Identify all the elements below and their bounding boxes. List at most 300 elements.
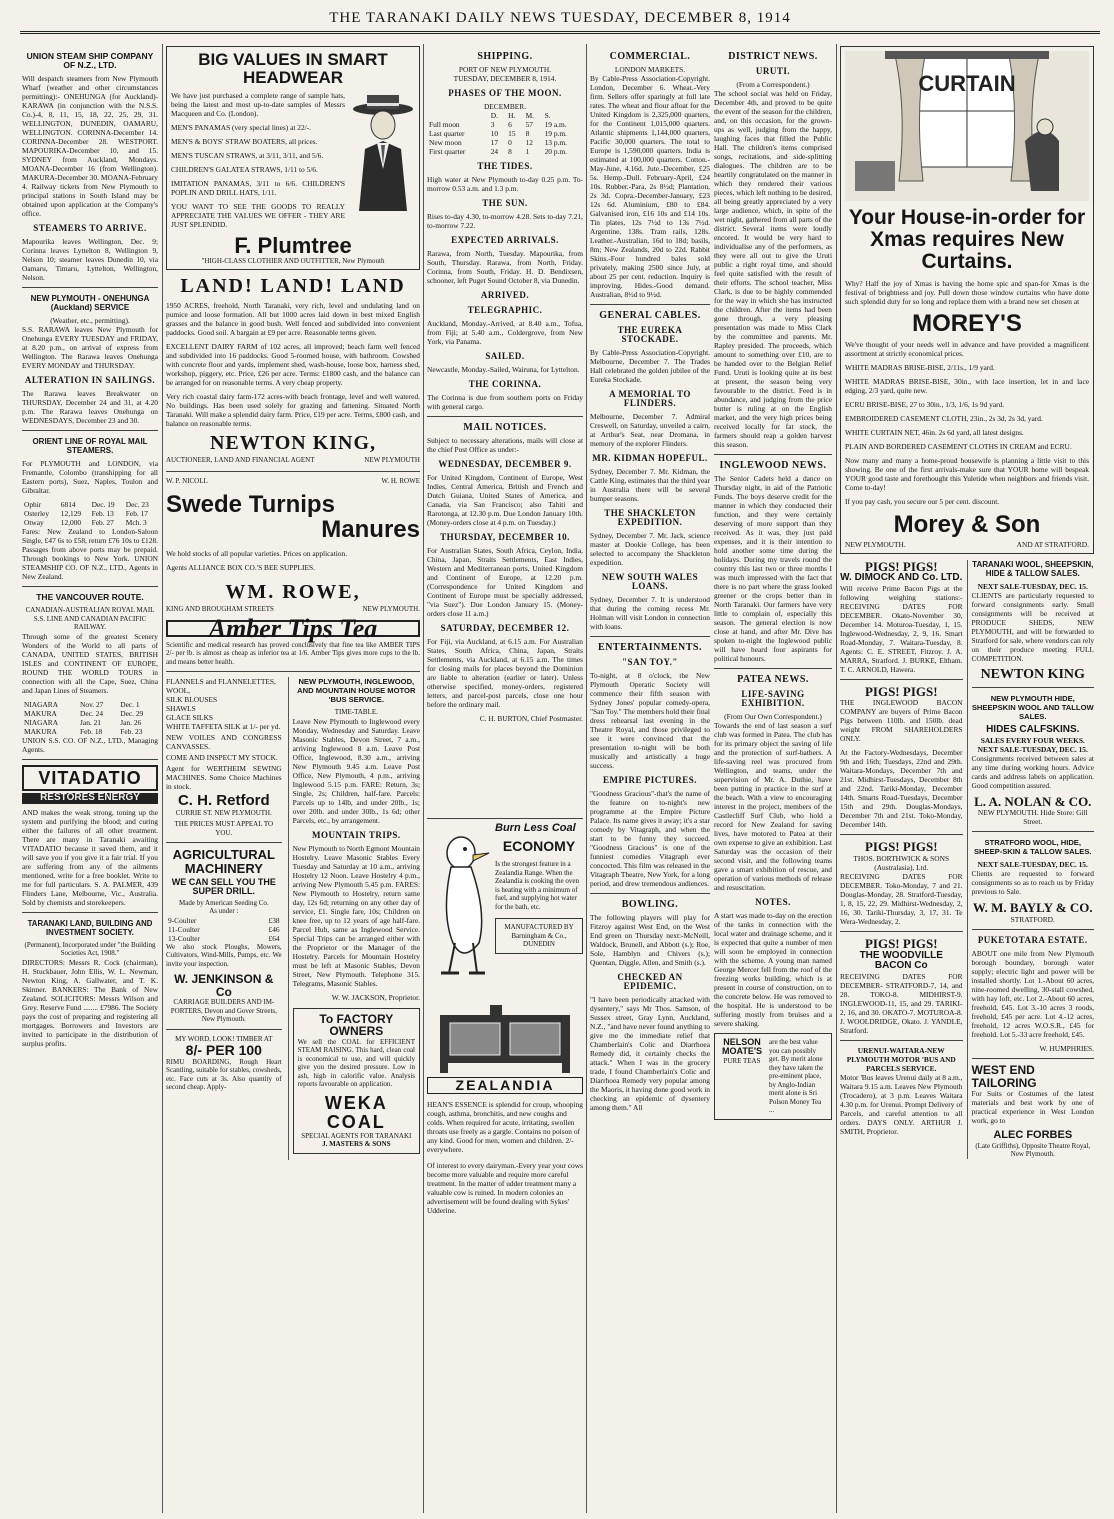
divider [22,586,158,587]
inglewood-body: The Senior Cadets held a dance on Thursday night, in aid of the Patriotic Funds. The boys deserve credit for the manner in which they conducted their function, and they were certainly deserving of more support than they received. As it was, they just paid expenses, and it is their intention to hold another some time during the holidays. During my travels round the country this last two or three months I was much impressed with the fact that there is no part where the grass looked greener or the crops better than in North Taranaki. Our farmers have very little to complain of, especially this season. The general election is now close at hand, and after Mr. Dive has spoken to-night the Inglewood public will have heard four aspirants for political honours. [714,474,832,663]
table-cell: Feb. 18 [80,726,103,736]
table-cell: Dec. 29 [120,708,144,718]
newton-king-sub: AUCTIONEER, LAND AND FINANCIAL AGENT [166,456,315,465]
table-cell: Dec. 1 [120,699,140,709]
building-sub: (Permanent), Incorporated under "the Building Societies Act, 1908." [24,940,156,958]
inglewood-bacon: THE INGLEWOOD BACON COMPANY are buyers of Prime Bacon Pigs between 110lb. and 150lb. dead weight FROM SHAREHOLDERS ONLY. [840,698,963,744]
table-header: H. [508,111,516,120]
mountain-body: New Plymouth to North Egmont Mountain Hostelry. Leave Masonic Stables Every Tuesday and Saturday at 10 a.m., arriving Hostelry 12 Noon. Leave Hostelry 4 p.m., arriving New Plymouth 5.45 p.m. FARES: New Plymouth to Hostelry, return same day, 12s 6d; returning on any other day of service, £1. Single fare, 10s; Children on knee free, up to 12 years of age half-fare. Parcel Hub, same as Inglewood Service. Special Trips can be arranged either with the Proprietor or the Manager of the Hostelry. Parcels for Mountain Hostelry must be left at Masonic Stables, Devon Street, New Plymouth. Telephone 315. Telegrams, Masonic Stables. [292,843,420,988]
np-hide-heading: NEW PLYMOUTH HIDE, SHEEPSKIN WOOL AND TALLOW SALES. [971,694,1094,722]
kidman-body: Sydney, December 7. Mr. Kidman, the Cattle King, estimates that the third year in Australia there will be several bumper seasons. [590,467,710,503]
divider [22,912,158,913]
agri-made: Made by American Seeding Co. [179,898,269,907]
uruti-heading: URUTI. [755,66,791,76]
curtains-illustration [845,51,1089,201]
cables-heading: GENERAL CABLES. [599,310,701,321]
orient-heading: ORIENT LINE OF ROYAL MAIL STEAMERS. [32,437,148,455]
amber-tips-title: Amber Tips Tea [166,620,420,637]
stockade-heading: THE EUREKA STOCKADE. [617,325,683,344]
westend-body: For Suits or Costumes of the latest materials and best work by one of practical experience in West London work, go to [971,1089,1094,1126]
moon-table [427,111,583,156]
headwear-item: MEN'S & BOYS' STRAW BOATERS, all prices. [171,136,318,146]
jenkinson-name: W. JENKINSON & Co [174,972,274,999]
wool-ads [967,560,1095,1159]
table-row [427,147,583,156]
building-body: DIRECTORS: Messrs R. Cock (chairman), H. Stuckbauer, John Ellis, W. L. Newman, Newton King, A. Gallwater, and T. K. Skinner. BANKERS: The Bank of New Zealand. SOLICITORS: Messrs Wilson and Grey. Reserve Fund ........ £7986. The Society pays the cost of preparing and registering all mortgages. Borrowers and Investors are invited to participate in the distribution of surplus profits. [22,957,158,1048]
plumtree-name: F. Plumtree [234,232,352,258]
stockade-body: By Cable-Press Association-Copyright. Melbourne, December 7. The Trades Hall celebrated the golden jubilee of the Eureka Stockade. [590,348,710,384]
table-cell: £64 [268,933,280,943]
kidman-heading: MR. KIDMAN HOPEFUL. [592,453,708,463]
moreys-tail: Now many and many a home-proud housewife is planning a little visit to this showing. Be one of the first arrivals-make sure that YOUR home will bespeak YOUR good taste and forethought this Yuletide when neighbors and friends visit. Come to-day! [845,456,1089,493]
factory-body: We sell the COAL for EFFICIENT STEAM RAISING. This hard, clean coal is economical to use, and will quickly give you the desired pressure. Low in ash, high in calorific value. Analysis reports favourable on application. [297,1037,415,1089]
arrived-heading: ARRIVED. [480,290,530,300]
divider [972,929,1095,930]
newton-king-sub-row [166,456,420,465]
shackleton-body: Sydney, December 7. Mr. Jack, science master at Dookie College, has been selected to accompany the Shackleton expedition. [590,531,710,567]
table-header: D. [490,111,498,120]
mail-heading: MAIL NOTICES. [463,422,547,433]
bayly-name: W. M. BAYLY & CO. [972,900,1093,916]
rowe-address-row [166,605,420,614]
agri-table [166,916,282,943]
table-cell: 13 p.m. [544,138,567,147]
table-cell: Jan. 21 [80,717,101,727]
land-heading: LAND! LAND! LAND [180,275,406,298]
headwear-item: MEN'S TUSCAN STRAWS, at 3/11, 3/11, and 5/6. [171,150,324,160]
divider [972,831,1095,832]
table-cell: Feb. 13 [91,509,114,518]
table-cell: Ophir [24,500,42,509]
column-5 [714,46,832,1511]
table-cell: Jan. 26 [120,717,142,727]
woodville-name: THE WOODVILLE BACON Co [859,949,943,972]
nolan-name: L. A. NOLAN & CO. [974,793,1092,809]
inglewood-heading: INGLEWOOD NEWS. [719,460,827,471]
epidemic-heading: CHECKED AN EPIDEMIC. [617,972,683,991]
divider [840,834,963,835]
moreys-item: PLAIN AND BORDERED CASEMENT CLOTHS IN CREAM and ECRU. [845,442,1072,452]
column-2 [166,46,420,1511]
building-heading: TARANAKI LAND, BUILDING AND INVESTMENT SOCIETY. [27,918,153,937]
table-row [22,709,158,718]
burton: C. H. BURTON, Chief Postmaster. [479,714,583,723]
table-row [427,120,583,129]
table-row [427,138,583,147]
moon-month: DECEMBER. [483,102,527,111]
sales-every: SALES EVERY FOUR WEEKS. [980,735,1085,745]
moreys-left: NEW PLYMOUTH. [845,539,906,549]
notes-heading: NOTES. [755,897,791,907]
weka-sub: SPECIAL AGENTS FOR TARANAKI [301,1131,412,1140]
table-cell: 11-Coulter [168,924,200,934]
nsw-heading: NEW SOUTH WALES LOANS. [601,572,699,591]
moon-heading: PHASES OF THE MOON. [448,88,562,98]
table-cell: 12,129 [60,509,82,518]
alteration-heading: ALTERATION IN SAILINGS. [24,375,156,385]
nelson-sub: PURE TEAS [723,1056,761,1065]
table-cell: 6814 [60,500,76,509]
borthwick-name: THOS. BORTHWICK & SONS (Australasia), Ltd. [853,853,950,872]
stratford-heading: STRATFORD WOOL, HIDE, SHEEP-SKIN & TALLOW SALES. [973,838,1092,857]
newton-king-2: NEWTON KING [980,666,1085,682]
headwear-item: CHILDREN'S GALATEA STRAWS, 1/11 to 5/6. [171,164,318,174]
divider [22,759,158,760]
pigs-heading-2: PIGS! PIGS! [864,683,938,699]
wool-heading: TARANAKI WOOL, SHEEPSKIN, HIDE & TALLOW SALES. [972,559,1094,578]
retford-item: COME AND INSPECT MY STOCK. [166,753,278,763]
zealandia-text [495,823,583,1003]
range-stove-illustration [430,1005,580,1075]
saturday-body: For Fiji, via Auckland, at 6.15 a.m. For Australian States, South Africa, China, Japan, Straits Settlements, via Auckland, at 6.15 a.m. The times for closing mails for places beyond the Dominion are liable to alteration (earlier or later). Unless otherwise specified, money-orders, registered letters, and parcel-post parcels, close one hour before the ordinary mail. [427,637,583,709]
stratford-body: Clients are requested to forward consignments so as to reach us by Friday previous to Sale. [971,869,1094,897]
table-cell: 1 [525,147,530,156]
retford-item: SHAWLS [166,704,196,714]
factory-heading: To FACTORY OWNERS [319,1011,394,1039]
moreys-item: ECRU BRISE-BISE, 27 to 30in., 1/3, 1/6, 1s 9d yard. [845,400,1005,410]
union-heading: UNION STEAM SHIP COMPANY OF N.Z., LTD. [26,51,154,70]
table-header-row [427,111,583,120]
moreys-item: WHITE MADRAS BRISE-BISE, 2/11s., 1/9 yard. [845,363,995,373]
lower-col2-row [166,677,420,1159]
bus-body: Leave New Plymouth to Inglewood every Monday, Wednesday and Saturday. Leave Masonic Stables, Devon Street, 7 a.m., arriving Inglewood 8 a.m. Leave Post Office, Inglewood, 8.30 a.m., arriving New Plymouth 9.45 a.m. Leave Post Office, New Plymouth, 4 p.m., arriving Inglewood 5.15 p.m. FARE: Return, 3s; Single, 2s; Children, half-fare. Parcels: Parcels up to 14lb, and under 20lb., 1s; over 20lb. and under 30lb., 1s 6d; other Parcels, etc., by arrangement. [292,716,420,825]
district-heading: DISTRICT NEWS. [728,51,818,62]
sailed-body: Newcastle, Monday.-Sailed, Wairuna, for Lyttelton. [427,365,580,374]
divider [840,679,963,680]
forbes-sub: (Late Griffiths), Opposite Theatre Royal, New Plymouth. [975,1141,1091,1159]
divider [840,1040,963,1041]
patea-heading: PATEA NEWS. [737,674,809,685]
table-row [166,925,282,934]
moreys-body: We've thought of your needs well in advance and have provided a magnificent assortment at strictly economical prices. [845,340,1089,359]
sailed-heading: SAILED. [485,351,525,361]
column-rule [586,44,587,1513]
onehunga-heading: NEW PLYMOUTH - ONEHUNGA (Auckland) SERVICE [30,294,150,312]
dimock-name: W. DIMOCK AND Co. LTD. [840,572,963,584]
column-rule [836,44,837,1513]
column-3 [427,46,583,1511]
weka-coal-ad [293,1008,420,1154]
mountain-heading: MOUNTAIN TRIPS. [311,829,401,840]
uruti-corr: (From a Correspondent.) [736,80,810,89]
shackleton-heading: THE SHACKLETON EXPEDITION. [604,508,696,527]
saturday-heading: SATURDAY, DECEMBER 12. [440,623,570,633]
column-1 [22,46,158,1511]
weka-agents: J. MASTERS & SONS [322,1140,391,1149]
inglewood-bacon-body: At the Factory-Wednesdays, December 9th and 16th; Tuesdays, 22nd and 29th. Waitara-Mondays, December 7th and 21st. Midhirst-Tuesdays, December 8th and 22nd. Tariki-Monday, December 14th. Smarts Road-Tuesdays, December 15th and 29th. Douglas-Mondays, December 7th and 21st. Toko-Monday, December 14th. [840,748,963,830]
vancouver-body: Through some of the greatest Scenery Wonders of the World to all parts of CANADA, UNITED STATES, BRITISH ISLES and CONTINENT OF EUROPE, ROUND THE WORLD TOURS in connection with all the Cape, Suez, China and Japan Lines of Steamers. [22,631,158,695]
tides-heading: THE TIDES. [477,161,533,171]
agents-text: Agents ALLIANCE BOX CO.'S BEE SUPPLIES. [166,562,315,572]
table-cell: 3 [490,120,495,129]
headwear-ad [166,46,420,270]
column-rule [162,44,163,1513]
moreys-logo: MOREY'S [912,310,1022,338]
borthwick-body: RECEIVING DATES FOR DECEMBER. Toko-Monday, 7 and 21. Douglas-Monday, 28. Stratford-Tuesday, 1, 8, 15, 22, 29. Midhirst-Wednesday, 2, 16, 30. Tariki-Thursday, 3, 17, 31. Te Wera-Wednesday, 2. [840,871,963,926]
table-row [22,700,158,709]
arrive-heading: STEAMERS TO ARRIVE. [33,223,147,233]
moreys-name: Morey & Son [893,511,1041,539]
retford-item: Agent for WERTHEIM SEWING MACHINES. Some Choice Machines in stock. [166,764,282,792]
nolan-sub: NEW PLYMOUTH. Hide Store: Gill Street. [977,808,1088,827]
nicoll-left: W. P. NICOLL [166,477,208,486]
land-body-2: EXCELLENT DAIRY FARM of 102 acres, all improved; beach farm well fenced and subdivided into 16 paddocks. Good 5-roomed house, with bathroom. Cowshed with concrete floor and yards, implement shed, wash-house, loose box, harness shed, workshop, piggery, etc. Price, £26 per acre. Terms: £1800 cash, and the balance can be arranged for on reasonable terms. A very cheap property. [166,342,420,388]
zealandia-ad-inner [427,819,583,1003]
jenkinson-sub: CARRIAGE BUILDERS AND IM-PORTERS, Devon and Gover Streets, New Plymouth. [170,998,277,1024]
vitadatio-body: AND makes the weak strong, toning up the system and purifying the blood; and curing either the failures of all other treatment. There are many in Taranaki awaiting VITADATIO because it saved them, and it will save you if you give it a fair trial. If you are suffering from any of the ailments mentioned, write for a free booklet. Write to me for full particulars. S. A. PALMER, 439 Flinders Lane, Melbourne, Vic., Australia. Sold by chemists and storekeepers. [22,807,158,907]
column-6 [840,46,1094,1511]
bus-service-ad [288,677,420,1159]
zealandia-ad [427,818,583,1216]
economy-heading: ECONOMY [502,837,576,854]
retford-item: WHITE TAFFETA SILK at 1/- per yd. [166,722,281,732]
timber-body: RIMU BOARDING, Rough Heart Scantling, suitable for stables, cowsheds, etc. Face cuts at 3s. Also quantity of second cheap. Apply- [166,1057,282,1092]
table-cell: 17 [490,138,499,147]
table-cell: Osterley [24,509,50,518]
retford-prices: THE PRICES MUST APPEAL TO YOU. [174,820,274,837]
moreys-address-row [845,540,1089,549]
london-heading: LONDON MARKETS. [614,65,686,74]
curtains-ad [840,46,1094,554]
divider [840,931,963,932]
heans-tail: Of interest to every dairyman.-Every year your cows become more valuable and require more careful treatment. In the matter of udder treatment many a valuable cow is ruined. In modern colonies an advertisement will be found dealing with Sykes' Udderine. [427,1161,583,1216]
land-body-3: Very rich coastal dairy farm-172 acres-with beach frontage, level and well watered. No buildings. Has been used solely for grazing and fattening. Situated North Taranaki. Will make a splendid dairy farm. Price, £19 per acre. Terms, £800 cash, and balance on reasonable terms. [166,392,420,429]
wool-next: NEXT SALE-TUESDAY, DEC. 15. [977,581,1088,591]
table-cell: 6 [508,120,512,129]
moreys-item: WHITE MADRAS BRISE-BISE, 30in., with lace insertion, let in and lace edging, 2/3 yard, quite new. [845,377,1089,396]
nelson-moate-ad [714,1033,832,1120]
union-body: Will despatch steamers from New Plymouth Wharf (weather and other circumstances permitting):- ONEHUNGA (for Auckland)- KARAWA (in conjunction with the N.S.S. Co.)-4, 8, 11, 15, 18, 22, 25, 29, 31. WELLINGTON, DUNEDIN, OAMARU, WELLINGTON. CORINNA-December 14. CORINNA-December 28. WESTPORT. MAPOURIKA-December 10, and 15. SYDNEY from Auckland, Mondays. MOANA-December 16 (from Wellington). MAKURA-December 30. MOANA-February 4. Railway tickets from New Plymouth to principal stations in South Island may be obtained upon application at the Company's office. [22,74,158,218]
table-cell: 13-Coulter [168,933,201,943]
rowe-right: NEW PLYMOUTH. [362,604,420,613]
table-row [22,718,158,727]
alteration-body: The Rarawa leaves Breakwater on THURSDAY, December 24 and 31, at 4.20 p.m. The Rarawa leaves Onehunga on WEDNESDAYS, December 23 and 30. [22,389,158,425]
stratford-next: NEXT SALE-TUESDAY, DEC. 15. [977,860,1088,870]
retford-sub: CURRIE ST. NEW PLYMOUTH. [175,808,272,817]
column-rule [423,44,424,1513]
table-row [427,129,583,138]
vitadatio-logo: VITADATIO [22,765,158,792]
amber-tips-body: Scientific and medical research has proved conclusively that fine tea like AMBER TIPS 2/- per lb. is almost as cheap as inferior tea at 1/6. Amber Tips gives more cups to the lb. and means better health. [166,640,420,666]
vancouver-sub: CANADIAN-AUSTRALIAN ROYAL MAIL S.S. LINE AND CANADIAN PACIFIC RAILWAY. [25,606,155,631]
nelson-name: NELSON MOATE'S [722,1037,762,1057]
timber-heading: MY WORD, LOOK! TIMBER AT [175,1034,273,1043]
puketotara-body: ABOUT one mile from New Plymouth borough boundary, borough water supply; electric light and power will be installed shortly. Lot 1.-About 60 acres, nine-roomed dwelling, 30-stall cowshed, with hay loft, etc. Lot 2.-About 60 acres, freehold, £45. Lot 3.-10 acres 3 roods, freehold, £45 per acre. Lot 4.-12 acres, freehold, 12 acres W.O.S.R., £45 for freehold. Lot 5.-33 acre freehold, £45. [971,948,1094,1039]
table-cell: Mch. 3 [125,518,147,527]
table-cell: 10 [490,129,499,138]
table-cell: Dec. 24 [80,708,104,718]
divider [22,287,158,288]
table-cell: 15 [508,129,516,138]
bus-sub: TIME-TABLE. [334,708,378,717]
table-cell: Feb. 23 [120,726,143,736]
nelson-logo [719,1038,765,1115]
swede-turnips: Swede Turnips [166,491,335,519]
table-cell: 19 a.m. [544,120,567,129]
table-cell: Feb. 27 [91,518,114,527]
table-header: M. [525,111,534,120]
pigs-heading-4: PIGS! PIGS! [864,935,938,951]
retford-name: C. H. Retford [177,792,270,810]
bayly-sub: STRATFORD. [1010,914,1055,924]
orient-tail: Fares: New Zealand to London-Saloon Single, £47 6s to £58, return £76 10s to £128. Passages from above ports may be prepaid. Through bookings to New York. UNION STEAMSHIP CO. OF N.Z., LTD., Agents in New Zealand. [22,527,158,581]
table-cell: 19 p.m. [544,129,567,138]
headwear-intro: We have just purchased a complete range of sample hats, being the latest and most up-to-date samples of Messrs Macqueen and Co. (London). [171,90,345,118]
table-header: S. [544,111,551,120]
saving-body: Towards the end of last season a surf club was formed in Patea. The club has for its primary object the saving of life and the protection of surf-bathers. A life-saving reel was procured from Wellington, and teams, under the supervision of Mr. A. Duthie, have been putting in practice in the surf at the beach. With a view to encouraging interest in the project, members of the Castlecliff Surf Club, who hold a record for New Zealand for saving lives, have motored to Patea at their own expense to give an exhibition. Last Saturday was the occasion of their second visit, and the following teams gave a smart exhibition of rescue, and operation of various methods of release and resuscitation. [714,721,832,892]
economy-body: Is the strongest feature in a Zealandia Range. When the Zealandia is cooking the oven is heating with a minimum of fuel, and supplying hot water for the bath, etc. [495,860,579,911]
table-cell: 57 [525,120,533,129]
weka-coal: WEKA COAL [324,1092,388,1132]
column-4 [590,46,710,1511]
empire-heading: EMPIRE PICTURES. [602,775,697,785]
zealandia-maker: MANUFACTURED BY Barningham & Co., DUNEDIN [495,918,583,954]
wool-body: CLIENTS are particularly requested to forward consignments early. Small consignments will be received at PRODUCE SHEDS, NEW PLYMOUTH, and will be forwarded to Stratford for sale, where vendors can rely on their produce meeting FULL COMPETITION. [971,590,1095,663]
expected-heading: EXPECTED ARRIVALS. [451,235,559,245]
agri-tail: We also stock Ploughs, Mowers, Cultivators, Wind-Mills, Pumps, etc. We invite your inspection. [166,942,282,968]
thursday-heading: THURSDAY, DECEMBER 10. [440,532,570,542]
bus-heading: NEW PLYMOUTH, INGLEWOOD, AND MOUNTAIN HOUSE MOTOR 'BUS SERVICE. [297,677,416,705]
divider [166,842,282,843]
bowling-heading: BOWLING. [621,899,679,910]
orient-body: For PLYMOUTH and LONDON, via Fremantle, Colombo (transhipping for all Eastern ports), Suez, Naples, Toulon and Gibraltar. [22,459,158,495]
retford-item: SILK BLOUSES [166,695,218,705]
pigs-heading-1: PIGS! PIGS! [864,558,938,574]
timber-price: 8/- PER 100 [185,1042,262,1059]
corinna-body: The Corinna is due from southern ports on Friday with general cargo. [427,393,583,411]
table-cell: £46 [268,924,280,934]
retford-item: WOOL, [166,686,191,696]
table-cell: 24 [490,147,499,156]
pigs-heading-3: PIGS! PIGS! [864,839,938,855]
table-cell: Last quarter [429,129,465,138]
table-row [22,727,158,736]
flinders-body: Melbourne, December 7. Admiral Creswell, on Saturday, unveiled a cairn, at Arthur's Seat, near Dromana, in memory of the explorer Flinders. [590,412,710,448]
flinders-heading: A MEMORIAL TO FLINDERS. [609,389,691,408]
rowe-name: WM. ROWE, [225,580,361,603]
table-cell: New moon [429,138,462,147]
santoy-heading: "SAN TOY." [622,657,678,667]
rowe-left: KING AND BROUGHAM STREETS [166,604,274,613]
wednesday-body: For United Kingdom, Continent of Europe, West Indies, Central America, British and French and Dutch Guiana, United States of America, and Canada, via San Francisco; also Tahiti and Rarotonga, at 12.30 p.m. Due London January 10th. (Money-orders close at 4 p.m. on Tuesday.) [427,473,583,527]
puketotara-heading: PUKETOTARA ESTATE. [977,934,1088,945]
divider [427,416,583,417]
table-cell: Feb. 17 [125,509,148,518]
sun-body: Rises to-day 4.30, to-morrow 4.28. Sets to-day 7.21, to-morrow 7.22. [427,212,583,230]
moreys-item: EMBROIDERED CASEMENT CLOTH, 23in., 2s 3d, 2s 3d, yard. [845,414,1043,424]
commercial-heading: COMMERCIAL. [609,51,691,62]
corinna-heading: THE CORINNA. [468,379,542,389]
table-cell: 12,000 [60,518,82,527]
santoy-body: To-night, at 8 o'clock, the New Plymouth Operatic Society will commence their fifth season with Sydney Jones' popular comedy-opera, "San Toy." The members hold their final dress rehearsal last evening in the Theatre Royal, and those privileged to see it were convinced that the presentation to-night will be both musically and artistically a huge success. [590,671,710,770]
newton-king-name: NEWTON KING, [209,432,377,455]
table-cell: 9-Coulter [168,915,197,925]
divider [590,893,710,894]
table-cell: 12 [525,138,533,147]
nelson-body: are the best value you can possibly get. By merit alone they have taken the pre-eminent place, by Anglo-Indian merit alone is Sri Polson Money Tea ... [769,1038,824,1114]
london-body: By Cable-Press Association-Copyright. London, December 6. Wheat.-Very firm. Sellers offer sparingly at full late rates. The wheat and flour afloat for the United Kingdom is 2,325,000 quarters, for the Continent 1,015,000 quarters. Atlantic shipments 1,144,000 quarters, Pacific 30,000 quarters. The total to Europe is 1,590,000 quarters. India is estimated at 100,000 quarters. Cotton.-May-June, 4.16d. Jute.-December, £25 5s. Hemp.-Dull. February-April, £24 10s. Rubber.-Para, 2s 8½d; Plantation, 2s 3d. Copra.-December-January, £23 12s 6d. Aluminium, £80 to £84. Galvanised iron, £16 10s and £14 10s. Tin plates, 12s 7½d to 13s 7½d. Argentine, 138s. Tram rails, 128s. Leather.-Australian, 16d to 18d; basils, 8m; New Zealands, 20d to 22d. Rabbit Skins.-Four hundred bales sold privately, making 2500 since July, at about 25 per cent. reduction. Inquiry is improving. Hides.-Good demand. Australian, 8½d to 9½d. [590,74,710,299]
table-cell: Full moon [429,120,460,129]
wednesday-heading: WEDNESDAY, DECEMBER 9. [438,459,572,469]
onehunga-body: S.S. RARAWA leaves New Plymouth for Onehunga EVERY TUESDAY and FRIDAY, at 8.20 p.m., on arrival of express from Wellington. The Rarawa leaves Onehunga EVERY MONDAY and THURSDAY. [22,325,158,370]
tides-body: High water at New Plymouth to-day 0.25 p.m. To-morrow 0.53 a.m. and 1.3 p.m. [427,175,583,193]
jackson: W. W. JACKSON, Proprietor. [331,992,420,1002]
mail-intro: Subject to necessary alterations, mails will close at the chief Post Office as under:- [427,436,583,454]
table-cell: NIAGARA [24,699,59,709]
table-cell: 0 [508,138,512,147]
divider [714,454,832,455]
moreys-item: WHITE CURTAIN NET, 46in. 2s 6d yard, all latest designs. [845,428,1024,438]
table-row [166,934,282,943]
forbes-name: ALEC FORBES [993,1129,1073,1142]
divider [714,668,832,669]
moreys-discount: If you pay cash, you secure our 5 per cent. discount. [845,497,1000,507]
land-body: 1950 ACRES, freehold, North Taranaki, very rich, level and undulating land on pumice and loose formation. All but 1000 acres laid down in best mixed English grasses and the balance in good bush. Well fenced and subdivided into convenient paddocks. Good soil. A bargain at £9 per acre. Reasonable terms given. [166,301,420,338]
nsw-body: Sydney, December 7. It is understood that during the coming recess Mr. Holman will visit London in connection with loans. [590,595,710,631]
curtains-heading: Your House-in-order for Xmas requires New Curtains. [848,206,1086,274]
nicoll-rowe-row [166,477,420,486]
curtain-label: CURTAIN [918,71,1016,96]
humphries: W. HUMPHRIES. [1039,1043,1094,1053]
port-date: TUESDAY, DECEMBER 8, 1914. [453,74,557,83]
man-in-hat-illustration [351,91,415,211]
table-row [166,916,282,925]
divider [166,671,420,672]
table-cell: First quarter [429,147,466,156]
bowling-body: The following players will play for Fitzroy against West End, on the West End green on Thursday next:-McNeill, Waldock, Brunell, and Abbott (s.); Roe, Sole, Hamblyn and Chivers (s.); Quentan, Diggle, Allen, and Smith (s.). [590,913,710,967]
hides-heading: HIDES CALFSKINS. [986,724,1080,736]
table-cell: MAKURA [24,726,57,736]
agri-under: As under : [209,907,239,916]
newton-king-place: NEW PLYMOUTH [364,456,420,465]
onehunga-sub: (Weather, etc., permitting). [50,316,130,325]
headwear-heading: BIG VALUES IN SMART HEADWEAR [198,50,388,87]
divider [972,687,1095,688]
saving-heading: LIFE-SAVING EXHIBITION. [741,689,805,708]
saving-corr: (From Our Own Correspondent.) [724,712,822,721]
table-row [22,518,158,527]
next-sale-2: NEXT SALE-TUESDAY, DEC. 15. [977,744,1088,754]
notes-body: A start was made to-day on the erection of the tanks in connection with the local water and drainage scheme, and it is expected that quite a number of men will soon be employed in connection with the scheme. A young man named George Mercer fell from the roof of the freezing works building, which is at present in course of construction, on to the concrete below. He was removed to the hospital. He is understood to be suffering mostly from bruises and a severe shaking. [714,911,832,1028]
empire-body: "Goodness Gracious"-that's the name of the feature on to-night's new programme at the Empire Picture Palace. Its name gives it away; it's a star comedy by Vitagraph, and when the start to be funny they succeed. "Goodness Gracious" is one of the funniest comedies Vitagraph ever concocted. This film was released in the Vitagraph Theatre, New York, for a long period, and drew tremendous audiences. [590,789,710,888]
headwear-item: IMITATION PANAMAS, 3/11 to 6/6. CHILDREN'S POPLIN AND DRILL HATS, 1/11. [171,178,345,197]
vancouver-tail: UNION S.S. CO. OF N.Z., LTD., Managing Agents. [22,735,158,754]
retford-item: GLACE SILKS [166,713,214,723]
zealandia-logo: ZEALANDIA [427,1077,583,1094]
retford-item: FLANNELS and FLANNELETTES, [166,677,276,687]
table-cell: £38 [268,915,280,925]
orient-table [22,500,158,527]
divider [22,430,158,431]
table-cell: Dec. 19 [91,500,115,509]
agri-heading: AGRICULTURAL MACHINERY [172,847,275,877]
uruti-body: The school social was held on Friday, December 4th, and proved to be quite the event of the season for the children, and, on this occasion, for the grown-ups as well, judging from the happy, laughing faces that filled the Public Hall. The children's items comprised songs, recitations, and side-splitting dialogues. The children are to be heartily congratulated on the manner in which they rendered their various pieces, which left nothing to be desired, all being greatly appreciated by a very large audience, which, in spite of the wet night, gathered from all parts of the district. Several items were loudly encored. It would be very hard to individualise any of the performers, as they were all out to give the Uruti public a right royal time, and should feel quite satisfied with the result of their efforts. The school teacher, Miss Clark, is due to be highly commended for the way in which she has instructed the children. After the items had been gone through, a very pleasing presentation was made to Miss Clark by the committee and parents. Mr. Rapley presided. The proceeds, which amount to something over £10, are to be handed over to the Belgian Relief Fund. Uruti is looking quite at its best at present, the season being very favourable to the district. Feed is in abundance, and judging from the price butter is ruling at on the English market, and the very high prices being received locally for fat stock, the farmers should reap a golden harvest this season. [714,89,832,449]
heans-body: HEAN'S ESSENCE is splendid for croup, whooping cough, asthma, bronchitis, and new coughs and colds. When required for acute, irritating, swollen throats use freely as a gargle. Contains no poison of any kind. Good for men, women and children. 2/- everywhere. [427,1099,583,1154]
telegraphic-heading: TELEGRAPHIC. [467,305,543,315]
vancouver-table [22,700,158,736]
headwear-item: MEN'S PANAMAS (very special lines) at 22/-. [171,122,312,132]
motor-body: Motor 'Bus leaves Urenui daily at 8 a.m., Waitara 9.15 a.m. Leaves New Plymouth (Trocadero), at 3 p.m. Leaves Waitara 4.30 p.m. for Urenui. Prompt Delivery of Parcels, and careful attention to all orders. DAYS ONLY. ARTHUR J. SMITH, Proprietor. [840,1072,963,1136]
pigs-ads [840,560,963,1159]
divider [166,1029,282,1030]
headwear-cta: YOU WANT TO SEE THE GOODS TO REALLY APPRECIATE THE VALUES WE OFFER - THEY ARE JUST SPLENDID. [171,201,345,229]
table-cell: 8 [525,129,530,138]
divider [590,636,710,637]
nicoll-right: W. H. ROWE [381,477,420,486]
table-cell: NIAGARA [24,717,59,727]
shipping-heading: SHIPPING. [477,51,533,62]
divider [590,304,710,305]
